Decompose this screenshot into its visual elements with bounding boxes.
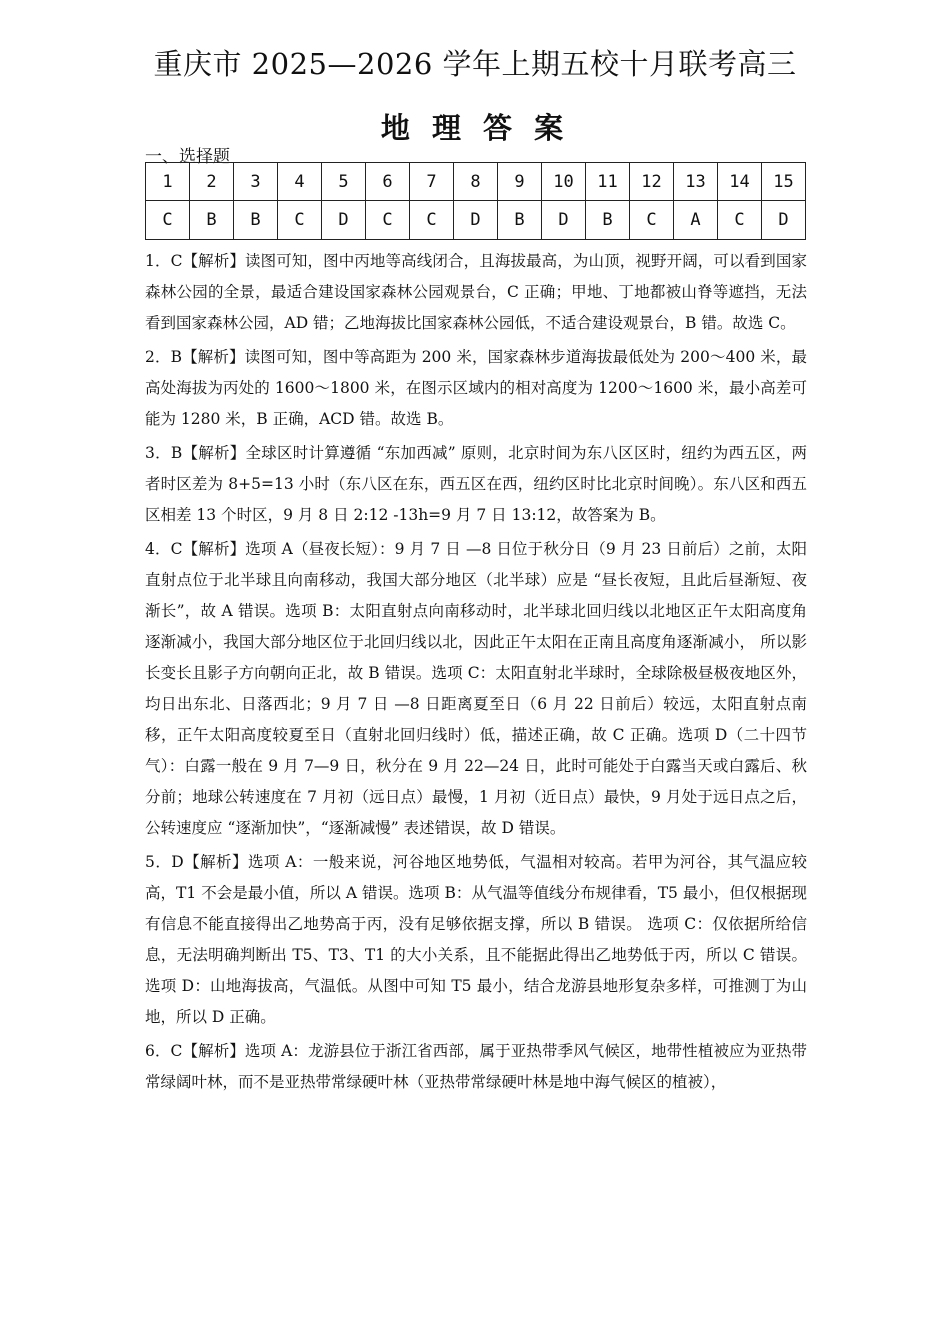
answer-cell: A	[674, 201, 718, 240]
question-number: 1	[146, 163, 190, 201]
question-number: 2	[190, 163, 234, 201]
question-number: 9	[498, 163, 542, 201]
answer-cell: D	[322, 201, 366, 240]
explanation-q6: 6．C【解析】选项 A：龙游县位于浙江省西部，属于亚热带季风气候区，地带性植被应为亚热带常绿阔叶林，而不是亚热带常绿硬叶林（亚热带常绿硬叶林是地中海气候区的植被），	[145, 1042, 807, 1091]
explanations	[145, 246, 807, 1101]
question-number: 12	[630, 163, 674, 201]
question-number: 3	[234, 163, 278, 201]
answer-cell: D	[542, 201, 586, 240]
explanation-q1: 1．C【解析】读图可知，图中丙地等高线闭合，且海拔最高，为山顶，视野开阔，可以看到国家森林公园的全景，最适合建设国家森林公园观景台，C 正确；甲地、丁地都被山脊等遮挡，无法看到国家森林公园，AD 错；乙地海拔比国家森林公园低，不适合建设观景台，B 错。故选 C。	[145, 252, 807, 332]
answer-cell: B	[234, 201, 278, 240]
question-number: 4	[278, 163, 322, 201]
answer-cell: B	[498, 201, 542, 240]
answer-cell: D	[762, 201, 806, 240]
page-title: 重庆市 2025—2026 学年上期五校十月联考高三	[153, 47, 797, 81]
question-number-row	[146, 163, 806, 201]
explanation-q4: 4．C【解析】选项 A（昼夜长短）：9 月 7 日 —8 日位于秋分日（9 月 23 日前后）之前，太阳直射点位于北半球且向南移动，我国大部分地区（北半球）应是 “昼长夜短，且此后昼渐短、夜渐长”，故 A 错误。选项 B：太阳直射点向南移动时，北半球北回归线以北地区正午太阳高度角逐渐减小，我国大部分地区位于北回归线以北，因此正午太阳在正南且高度角逐渐减小， 所以影长变长且影子方向朝向正北，故 B 错误。选项 C：太阳直射北半球时，全球除极昼极夜地区外，均日出东北、日落西北；9 月 7 日 —8 日距离夏至日（6 月 22 日前后）较远，太阳直射点南移，正午太阳高度较夏至日（直射北回归线时）低，描述正确，故 C 正确。选项 D（二十四节气）：白露一般在 9 月 7—9 日，秋分在 9 月 22—24 日，此时可能处于白露当天或白露后、秋分前；地球公转速度在 7 月初（远日点）最慢，1 月初（近日点）最快，9 月处于远日点之后，公转速度应 “逐渐加快”，“逐渐减慢” 表述错误，故 D 错误。	[145, 540, 807, 837]
question-number: 5	[322, 163, 366, 201]
answer-cell: C	[630, 201, 674, 240]
answer-cell: C	[366, 201, 410, 240]
question-number: 14	[718, 163, 762, 201]
explanation-q3: 3．B【解析】全球区时计算遵循 “东加西减” 原则，北京时间为东八区区时，纽约为西五区，两者时区差为 8+5=13 小时（东八区在东，西五区在西，纽约区时比北京时间晚）。东八区和西五区相差 13 个时区，9 月 8 日 2:12 -13h=9 月 7 日 13:12，故答案为 B。	[145, 444, 807, 524]
answer-row	[146, 201, 806, 240]
answer-cell: C	[278, 201, 322, 240]
answer-cell: C	[146, 201, 190, 240]
answer-cell: C	[410, 201, 454, 240]
question-number: 11	[586, 163, 630, 201]
page-subtitle: 地 理 答 案	[380, 111, 570, 145]
section-heading: 一、选择题	[145, 147, 230, 167]
question-number: 8	[454, 163, 498, 201]
answer-cell: B	[190, 201, 234, 240]
question-number: 6	[366, 163, 410, 201]
explanation-q5: 5．D【解析】选项 A：一般来说，河谷地区地势低，气温相对较高。若甲为河谷，其气温应较高，T1 不会是最小值，所以 A 错误。选项 B：从气温等值线分布规律看，T5 最小，但仅根据现有信息不能直接得出乙地势高于丙，没有足够依据支撑，所以 B 错误。 选项 C：仅依据所给信息，无法明确判断出 T5、T3、T1 的大小关系，且不能据此得出乙地势低于丙，所以 C 错误。选项 D：山地海拔高，气温低。从图中可知 T5 最小，结合龙游县地形复杂多样，可推测丁为山地，所以 D 正确。	[145, 853, 807, 1026]
question-number: 13	[674, 163, 718, 201]
answer-cell: B	[586, 201, 630, 240]
answer-cell: D	[454, 201, 498, 240]
answer-table	[145, 162, 806, 240]
question-number: 10	[542, 163, 586, 201]
answer-cell: C	[718, 201, 762, 240]
question-number: 15	[762, 163, 806, 201]
explanation-q2: 2．B【解析】读图可知，图中等高距为 200 米，国家森林步道海拔最低处为 200～400 米，最高处海拔为丙处的 1600～1800 米，在图示区域内的相对高度为 1200～1600 米，最小高差可能为 1280 米，B 正确，ACD 错。故选 B。	[145, 348, 807, 428]
question-number: 7	[410, 163, 454, 201]
